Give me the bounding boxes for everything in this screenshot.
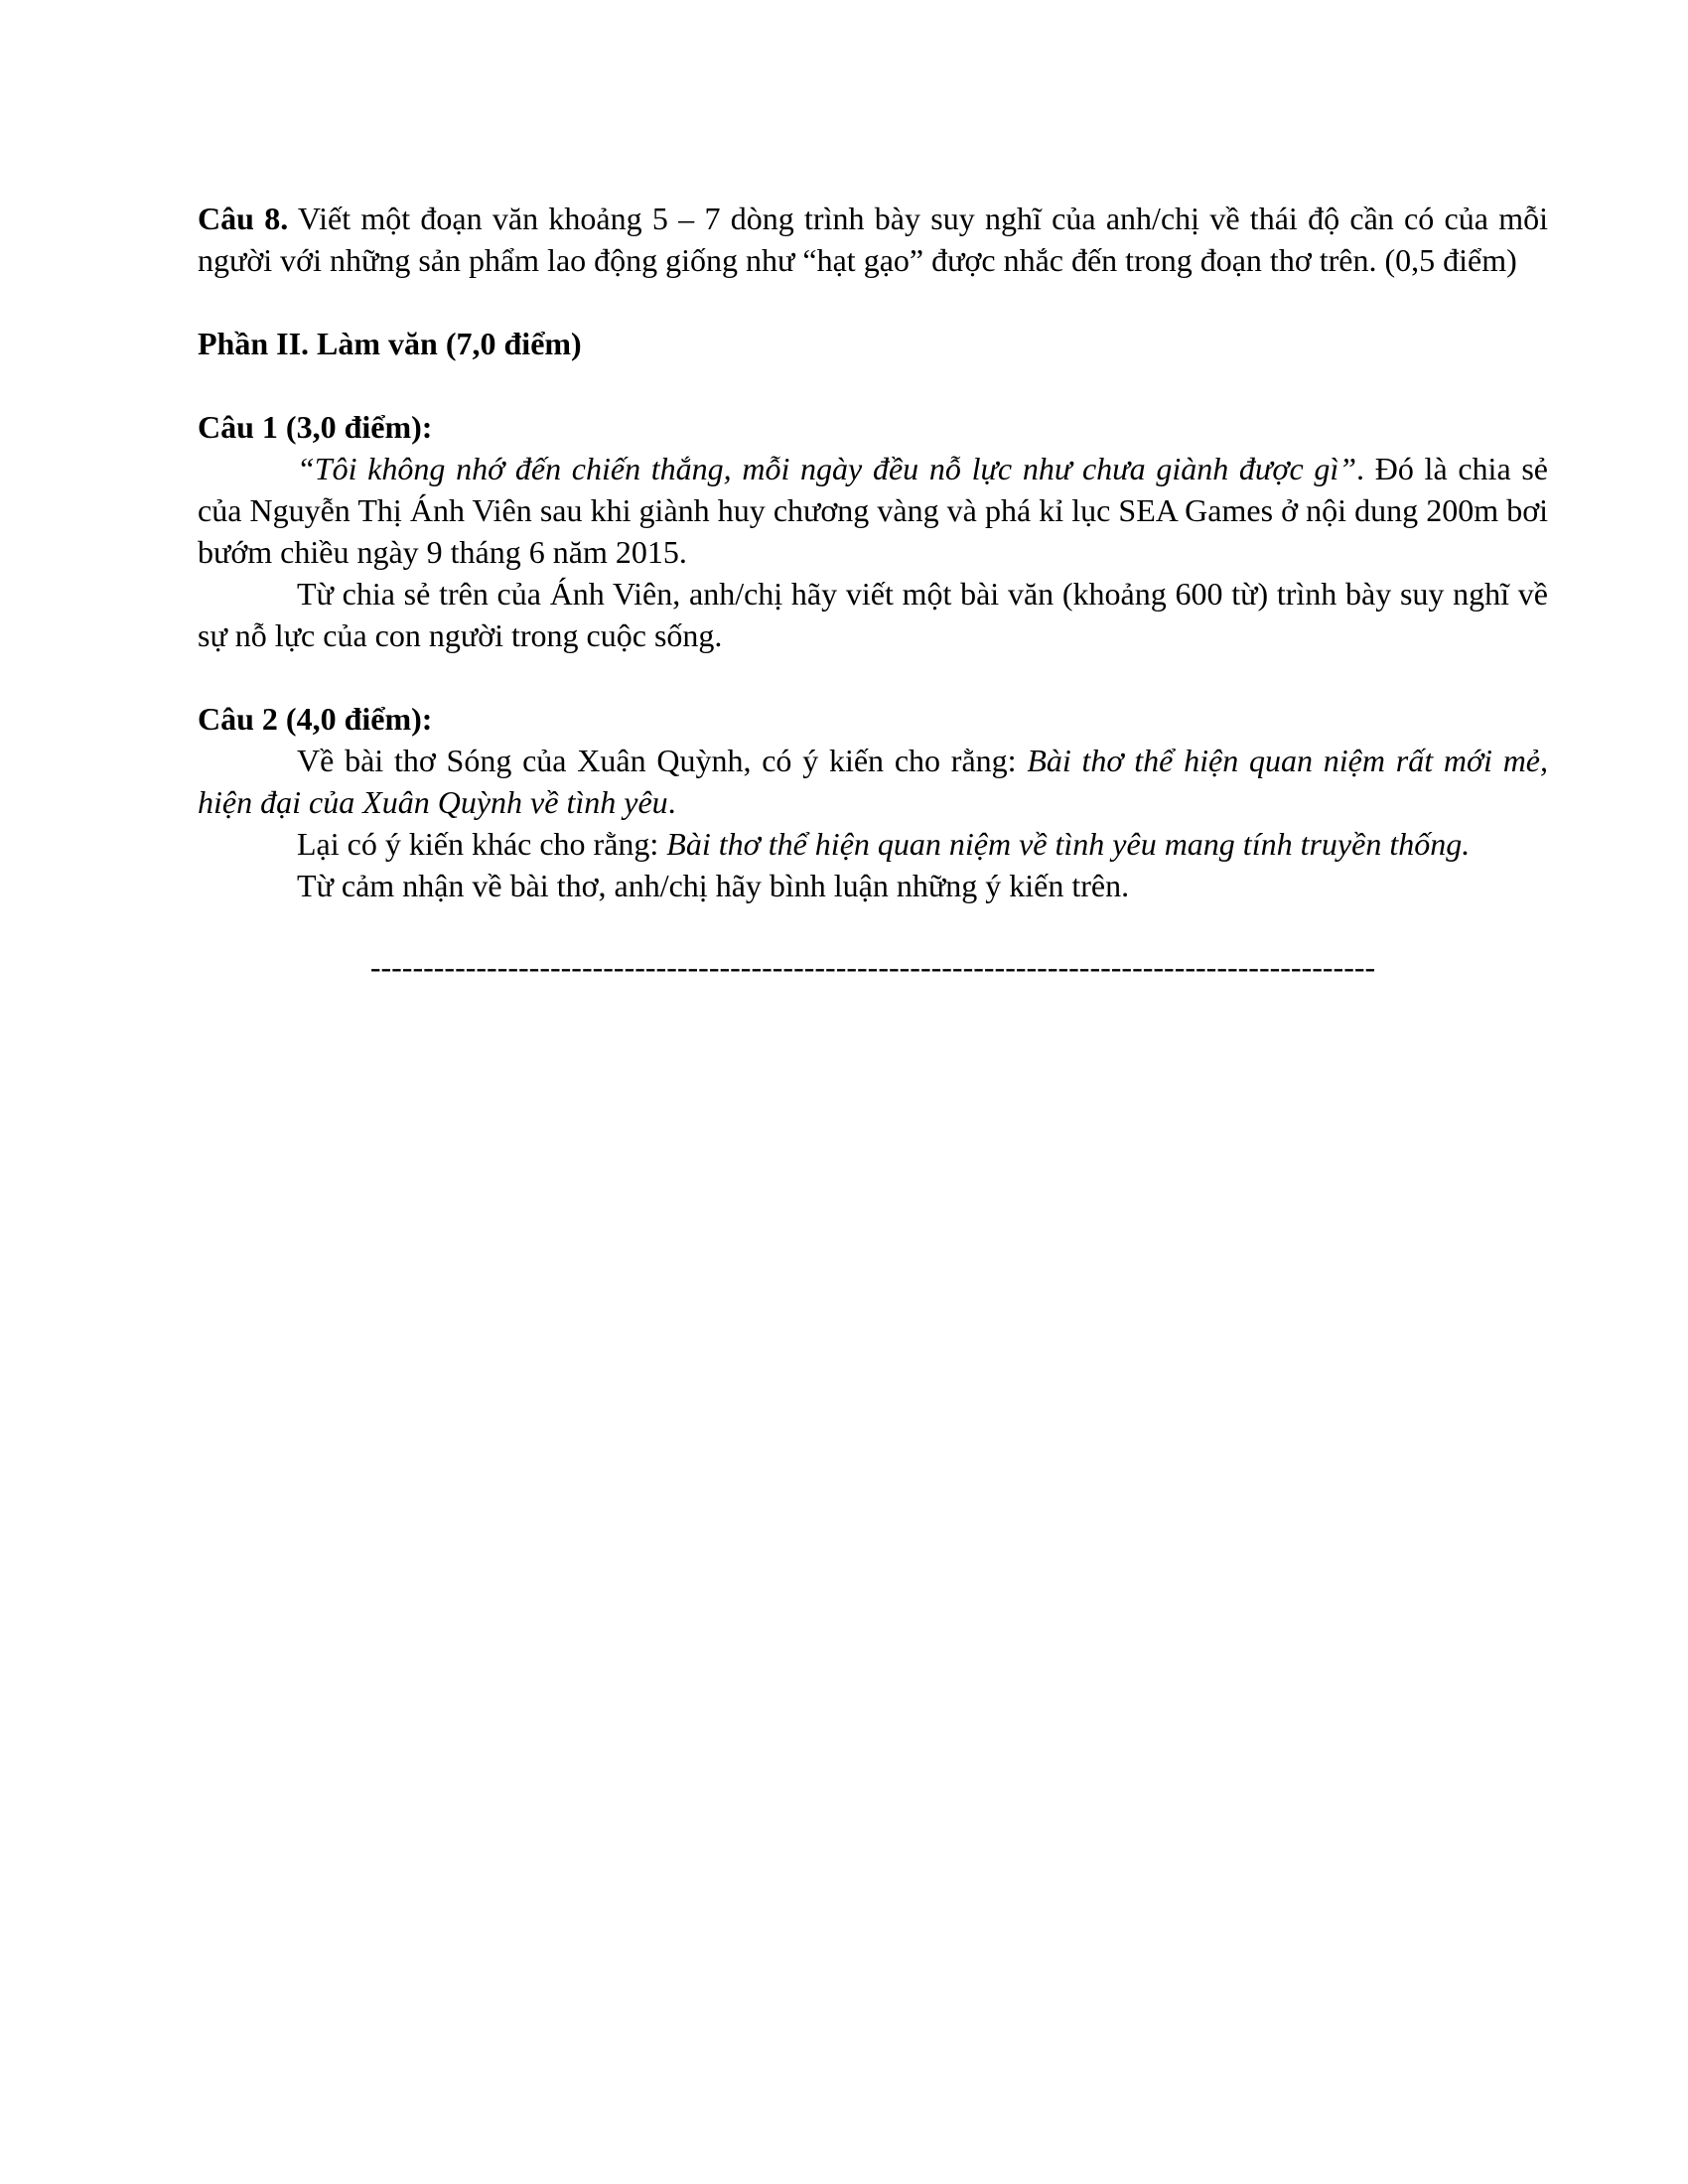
question-8-label: Câu 8.	[198, 201, 289, 236]
cau-2-opinion-2-lead: Lại có ý kiến khác cho rằng:	[297, 826, 667, 862]
question-8	[198, 198, 1548, 281]
cau-2-opinion-1-quote: Bài thơ thể hiện quan niệm rất mới mẻ, hiện đại của Xuân Quỳnh về tình yêu	[198, 743, 1549, 820]
spacer	[198, 656, 1548, 698]
cau-1-quote-tail: . Đó là chia sẻ của Nguyễn Thị Ánh Viên sau khi giành huy chương vàng và phá kỉ lục SEA Games ở nội dung 200m bơi bướm chiều ngày 9 tháng 6 năm 2015.	[198, 451, 1549, 570]
cau-1-task: Từ chia sẻ trên của Ánh Viên, anh/chị hãy viết một bài văn (khoảng 600 từ) trình bày suy nghĩ về sự nỗ lực của con người trong cuộc sống.	[198, 576, 1548, 653]
cau-2-task: Từ cảm nhận về bài thơ, anh/chị hãy bình luận những ý kiến trên.	[297, 868, 1130, 903]
part-2-heading: Phần II. Làm văn (7,0 điểm)	[198, 326, 582, 361]
cau-1-quote: “Tôi không nhớ đến chiến thắng, mỗi ngày đều nỗ lực như chưa giành được gì”	[297, 451, 1357, 486]
cau-2-opinion-1-end: .	[667, 784, 676, 820]
cau-1-heading: Câu 1 (3,0 điểm):	[198, 409, 433, 445]
spacer	[198, 364, 1548, 406]
end-divider: -----------------------------------------------------------------------------------------------	[369, 949, 1376, 985]
cau-2-heading: Câu 2 (4,0 điểm):	[198, 701, 433, 737]
spacer	[198, 281, 1548, 323]
question-8-text: Viết một đoạn văn khoảng 5 – 7 dòng trình bày suy nghĩ của anh/chị về thái độ cần có của mỗi người với những sản phẩm lao động giống như “hạt gạo” được nhắc đến trong đoạn thơ trên. (0,5 điểm)	[198, 201, 1549, 278]
cau-2-opinion-1	[198, 740, 1548, 823]
cau-2-opinion-2	[198, 823, 1548, 865]
cau-2-opinion-1-lead: Về bài thơ Sóng của Xuân Quỳnh, có ý kiến cho rằng:	[297, 743, 1028, 778]
cau-2-opinion-2-quote: Bài thơ thể hiện quan niệm về tình yêu mang tính truyền thống.	[666, 826, 1471, 862]
document-page	[198, 198, 1548, 988]
cau-1-quote-paragraph	[198, 448, 1548, 573]
